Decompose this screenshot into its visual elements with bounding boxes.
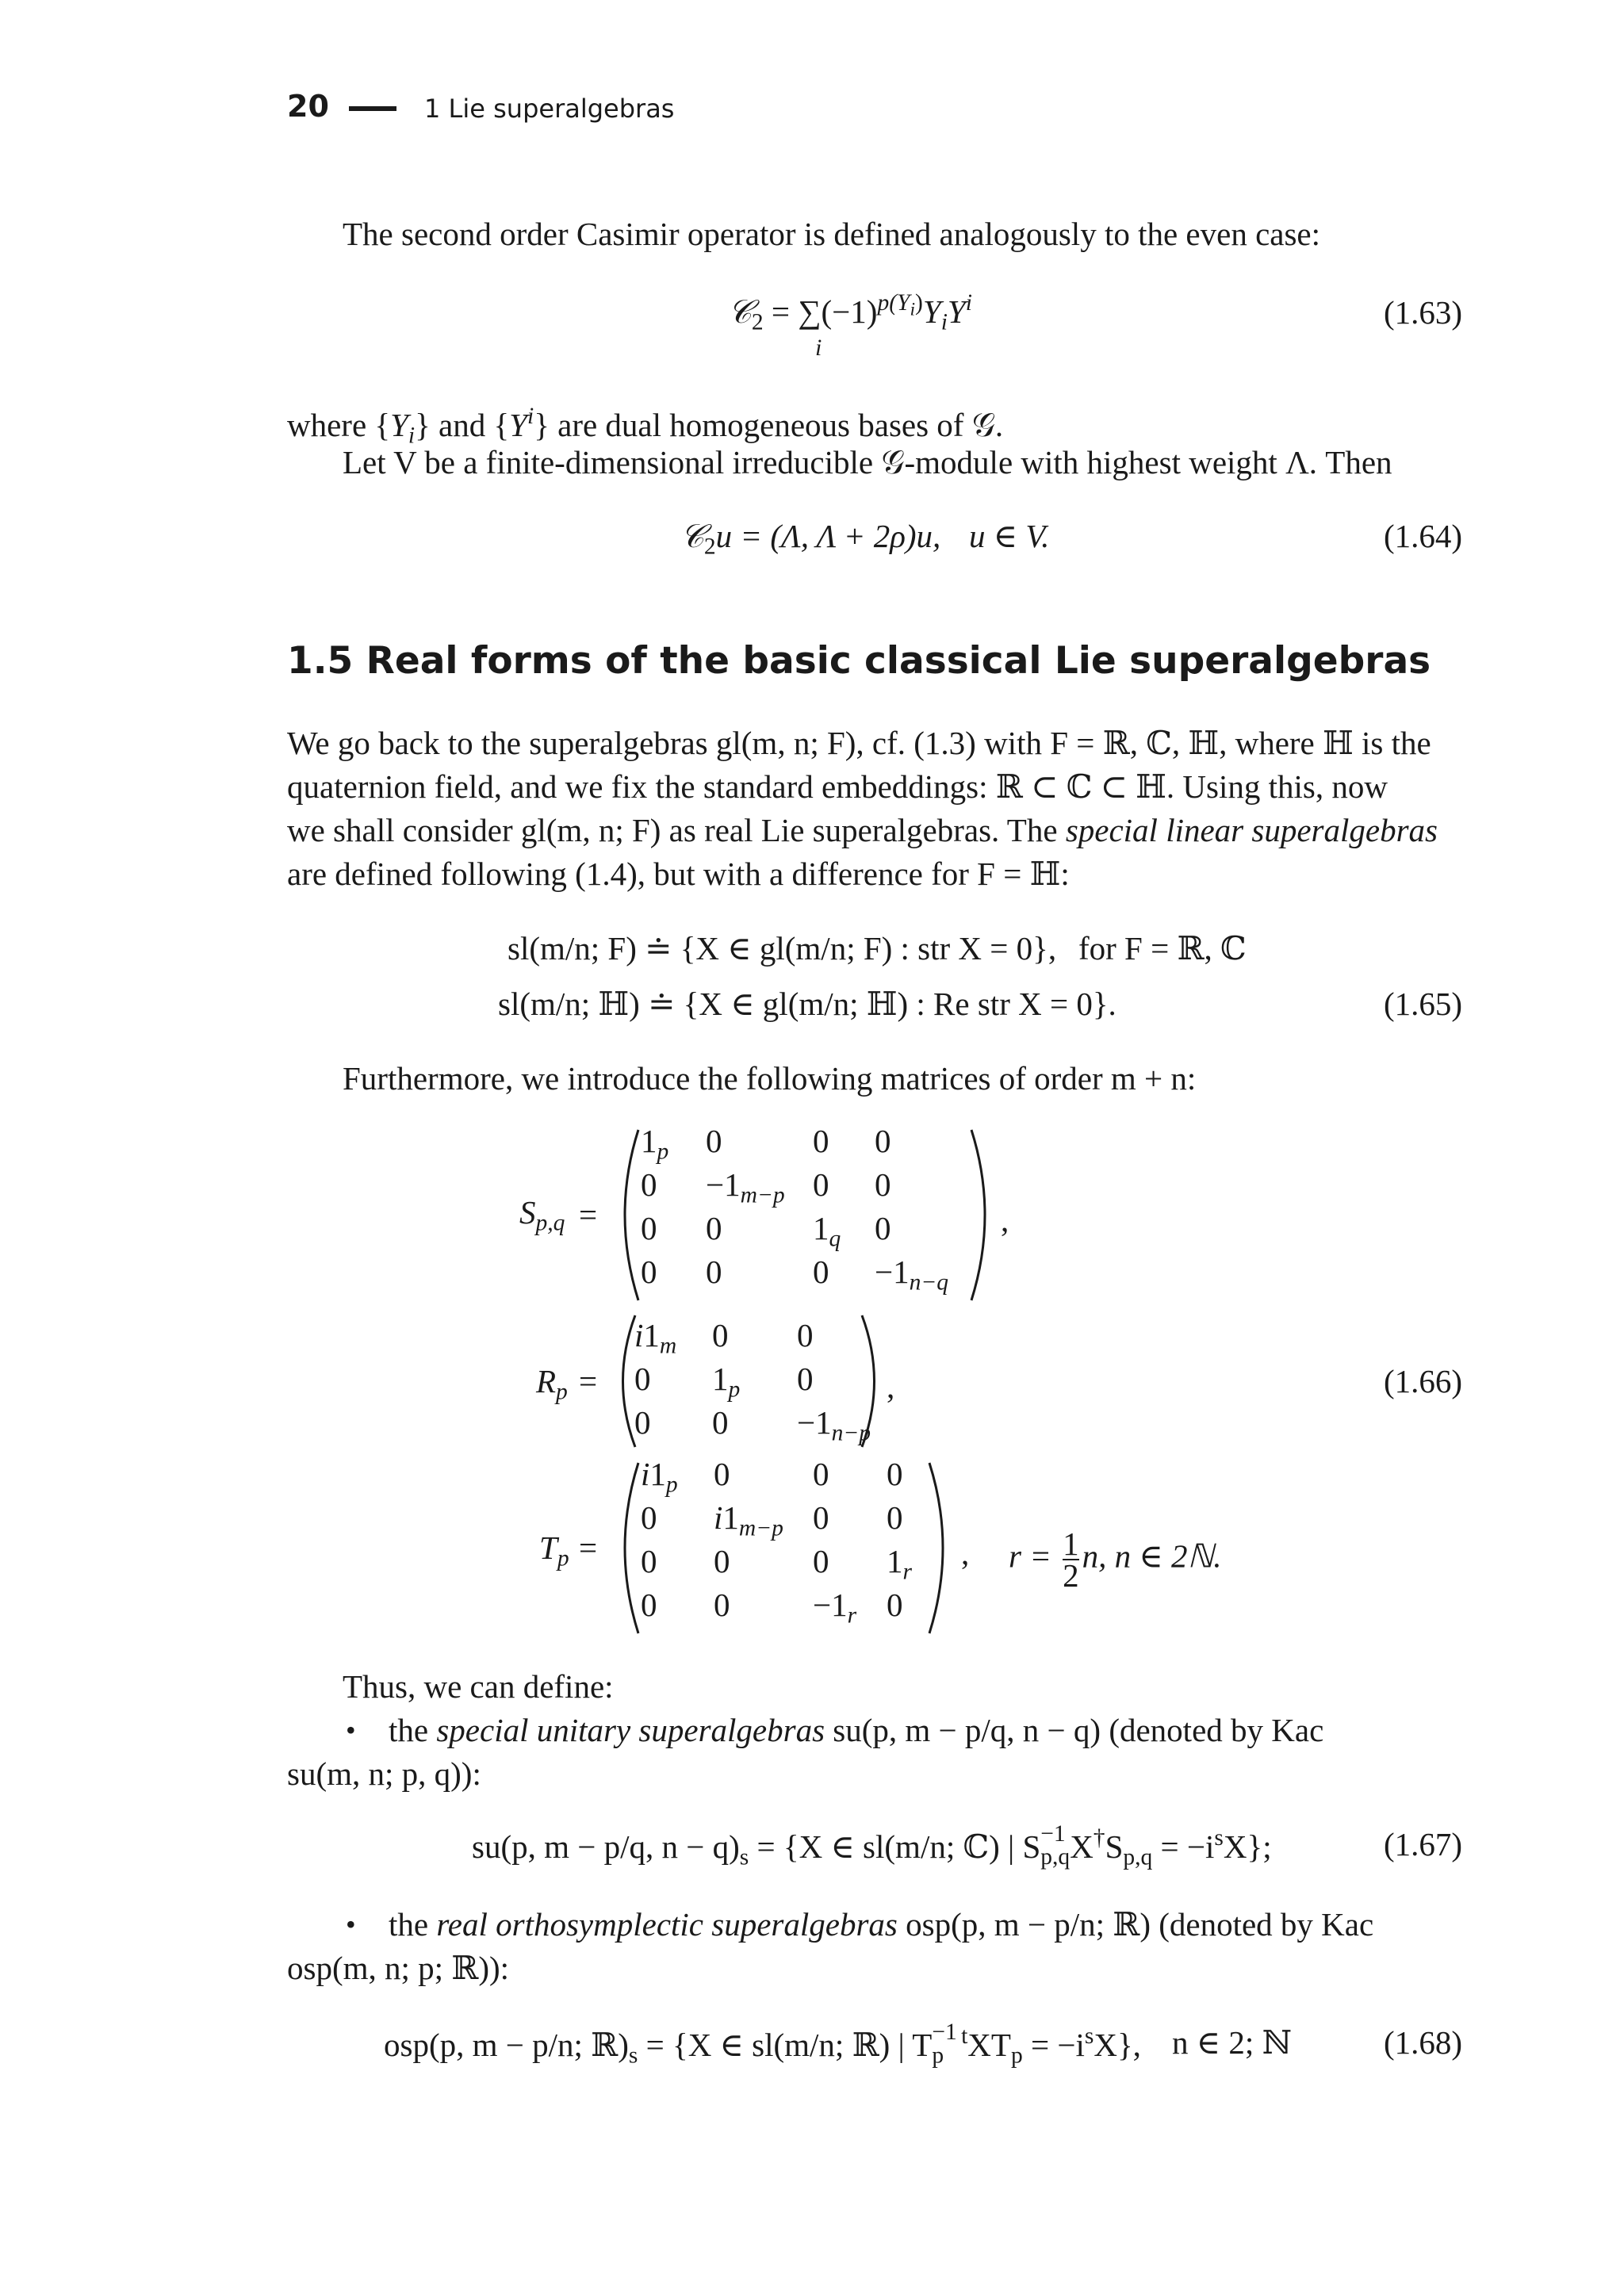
bullet-1-text: the special unitary superalgebras su(p, m − p/q, n − q) (denoted by Kac [389,1712,1324,1748]
eq168-condition: n ∈ 2; ℕ [1172,2024,1292,2061]
matrix-S-cell: $-1_{n-q}$ [875,1254,949,1296]
paragraph-gl-line4: are defined following (1.4), but with a difference for F = ℍ: [287,856,1070,892]
equation-1-67: su(p, m − p/q, $n - q)_s = \{X$ ∈ sl(m/n; ℂ) | $S_{p,q}$ −1 $X^\dagger S_{p,q} = -i^sX$}; [472,1821,1272,1870]
matrix-S-cell: 0 [641,1254,657,1290]
matrix-T-cell: 0 [714,1456,730,1492]
matrix-R-cell: 0 [797,1317,814,1353]
matrix-R-cell: $i1_m$ [634,1317,677,1359]
eq165-line1: sl(m/n; F) ≐ {X ∈ gl(m/n; F) : str X = 0}, [508,930,1057,967]
eq163-sum: = ∑ [763,293,822,331]
matrix-T-cell: 0 [813,1499,829,1536]
matrix-T-cell: 0 [641,1543,657,1579]
bullet-2-line2: osp(m, n; p; ℝ)): [287,1950,510,1986]
equation-1-63: 𝒞$_2$ = $\sum(-1)^{p(Y_i)}Y_iY^i$ [728,290,972,335]
matrix-T-cell: 0 [813,1543,829,1579]
matrix-T-cell: 0 [887,1456,903,1492]
equation-number-1-65: (1.65) [1384,986,1463,1022]
matrix-S-cell: 0 [813,1123,829,1159]
r-definition: r = $\frac{1}{2}$ n, n ∈ 2ℕ. [1009,1525,1222,1594]
matrix-R-cell: 0 [712,1404,729,1441]
matrix-T-equals: = [579,1529,598,1566]
equation-number-1-66: (1.66) [1384,1363,1463,1399]
paragraph-thus: Thus, we can define: [343,1668,614,1705]
equation-number-1-67: (1.67) [1384,1826,1463,1862]
chapter-title: 1 Lie superalgebras [424,94,675,124]
eq165-line2: sl(m/n; ℍ) ≐ {X ∈ gl(m/n; ℍ) : Re str X = 0}. [498,986,1116,1022]
matrix-R-cell: $-1_{n-p}$ [797,1404,871,1446]
equation-number-1-68: (1.68) [1384,2024,1463,2061]
page-number: 20 [287,89,329,124]
matrix-S-cell: 0 [813,1254,829,1290]
paragraph-gl-line2: quaternion field, and we fix the standard embeddings: ℝ ⊂ ℂ ⊂ ℍ. Using this, now [287,768,1388,805]
matrix-S-cell: 0 [875,1210,891,1246]
matrix-T-cell: 0 [887,1587,903,1623]
matrix-T-cell: $i1_p$ [641,1456,678,1498]
eq163-lhs-sub: 2 [751,309,764,335]
matrix-T-cell: $1_r$ [887,1543,912,1585]
matrix-R-cell: 0 [797,1361,814,1397]
matrix-T-cell: $i1_{m-p}$ [714,1499,783,1541]
matrix-R-cell: 0 [712,1317,729,1353]
matrix-R-cell: 0 [634,1361,651,1397]
bullet-1-marker: • [346,1714,356,1746]
matrix-S-cell: $-1_{m-p}$ [706,1166,785,1208]
eq163-Y: Y [922,293,941,331]
matrix-T-cell: 0 [714,1543,730,1579]
equation-1-68: osp(p, m − p/n; $ℝ)_s = \{X$ ∈ sl(m/n; ℝ) | $T_p$ −1 $^tXT_p = -i^sX$}, [384,2019,1141,2069]
eq163-body: (−1) [821,293,878,331]
matrix-S-equals: = [579,1196,598,1233]
matrix-S-cell: $1_p$ [641,1123,669,1165]
header-rule [349,106,396,111]
matrix-S-right-paren [963,1126,1003,1304]
matrix-S-cell: 0 [875,1166,891,1203]
equation-number-1-64: (1.64) [1384,518,1463,554]
eq164-condition: u ∈ V. [969,518,1050,554]
matrix-S-comma: , [1001,1202,1009,1238]
paragraph-gl-line1: We go back to the superalgebras gl(m, n; F), cf. (1.3) with F = ℝ, ℂ, ℍ, where ℍ is the [287,725,1431,761]
paragraph-gl-line3: we shall consider gl(m, n; F) as real Lie superalgebras. The special linear superalgebras [287,812,1438,848]
matrix-T-cell: 0 [641,1499,657,1536]
section-heading-1-5: 1.5 Real forms of the basic classical Lie superalgebras [287,639,1431,683]
eq163-Y2: Y [947,293,966,331]
paragraph-dual-bases: where $\{Y_i\}$ and $\{Y^i\}$ are dual homogeneous bases of 𝒢. [287,404,1004,449]
matrix-T-cell: 0 [813,1456,829,1492]
matrix-R-label: $R_p$ [536,1363,568,1405]
paragraph-matrices-intro: Furthermore, we introduce the following matrices of order m + n: [343,1060,1197,1097]
matrix-T-cell: $-1_r$ [813,1587,857,1629]
matrix-S-cell: 0 [875,1123,891,1159]
fraction-one-half: $\frac{1}{2}$ [1063,1525,1079,1594]
matrix-S-cell: 0 [706,1123,722,1159]
eq163-exp: p(Yi) [877,290,923,320]
matrix-S-cell: 0 [706,1254,722,1290]
matrix-T-cell: 0 [641,1587,657,1623]
bullet-2-text: the real orthosymplectic superalgebras osp(p, m − p/n; ℝ) (denoted by Kac [389,1906,1374,1943]
matrix-S-cell: 0 [706,1210,722,1246]
matrix-R-cell: 0 [634,1404,651,1441]
eq165-line1-condition: for F = ℝ, ℂ [1078,930,1247,967]
paragraph-module: Let V be a finite-dimensional irreducible 𝒢-module with highest weight Λ. Then [343,444,1392,480]
matrix-S-cell: 0 [641,1210,657,1246]
matrix-S-cell: 0 [813,1166,829,1203]
equation-number-1-63: (1.63) [1384,294,1463,331]
eq163-lhs: 𝒞 [728,293,752,331]
bullet-1-line2: su(m, n; p, q)): [287,1755,481,1792]
matrix-T-label: $T_p$ [539,1529,569,1571]
matrix-R-equals: = [579,1363,598,1399]
matrix-R-cell: $1_p$ [712,1361,741,1403]
matrix-T-cell: 0 [714,1587,730,1623]
matrix-S-cell: 0 [641,1166,657,1203]
matrix-T-comma: , [961,1535,970,1571]
paragraph-casimir-intro: The second order Casimir operator is defined analogously to the even case: [343,216,1321,252]
matrix-T-right-paren [921,1459,961,1637]
eq163-sum-index: i [815,335,822,361]
bullet-2-marker: • [346,1908,356,1940]
matrix-S-label: $S_{p,q}$ [519,1194,565,1236]
matrix-T-cell: 0 [887,1499,903,1536]
matrix-R-comma: , [887,1369,895,1405]
matrix-S-cell: $1_q$ [813,1210,841,1252]
equation-1-64: 𝒞$_2$u = (Λ, Λ + 2ρ)u, [680,518,941,560]
